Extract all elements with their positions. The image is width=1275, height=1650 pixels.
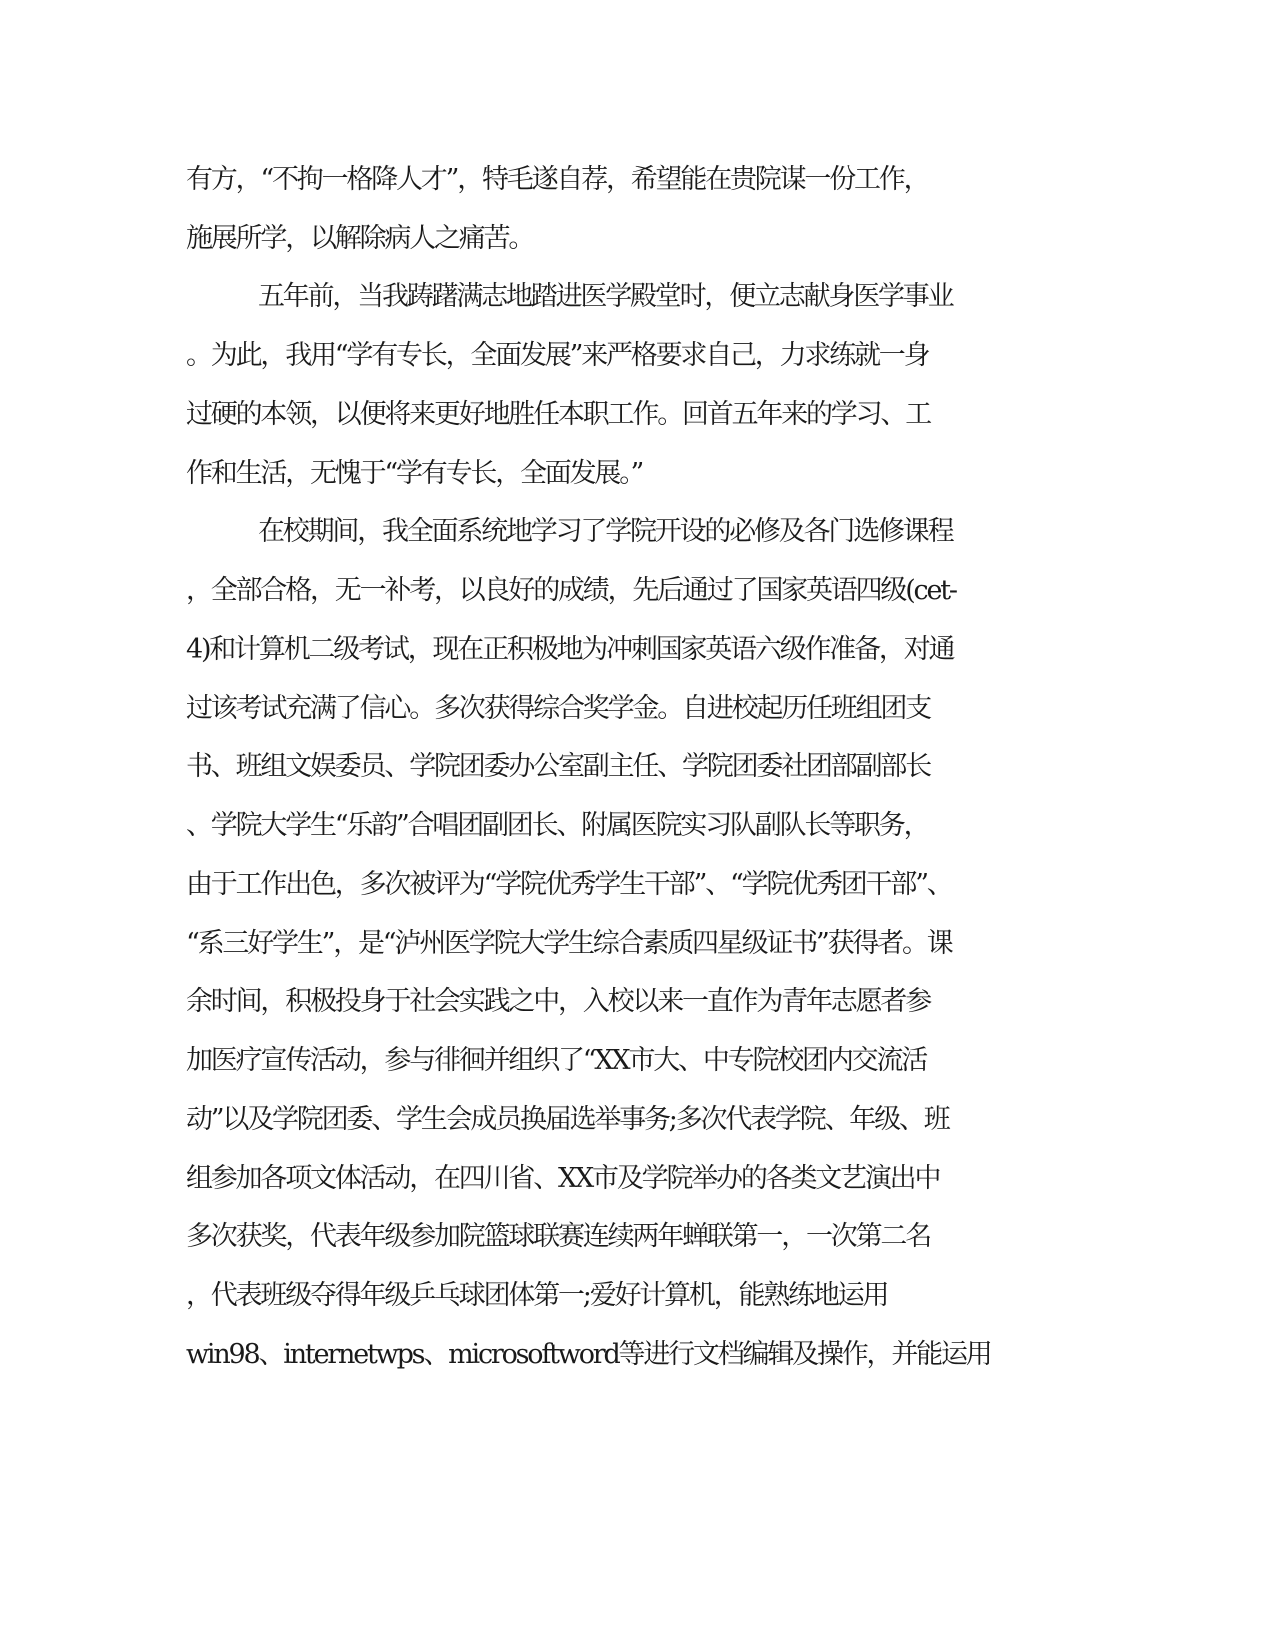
text-line: 加医疗宣传活动，参与徘徊并组织了“XX市大、中专院校团内交流活 (186, 1045, 927, 1076)
text-line: 过硬的本领，以便将来更好地胜任本职工作。回首五年来的学习、工 (186, 399, 930, 430)
text-line: ，代表班级夺得年级乒乓球团体第一;爱好计算机，能熟练地运用 (186, 1280, 888, 1311)
text-line: 。为此，我用“学有专长，全面发展”来严格要求自己，力求练就一身 (186, 340, 929, 371)
text-line: 余时间，积极投身于社会实践之中，入校以来一直作为青年志愿者参 (186, 986, 930, 1017)
text-line: “系三好学生”，是“泸州医学院大学生综合素质四星级证书”获得者。课 (186, 928, 952, 959)
text-line: 施展所学，以解除病人之痛苦。 (186, 223, 534, 254)
text-line: win98、internetwps、microsoftword等进行文档编辑及操作，并能运用 (186, 1339, 991, 1370)
paragraph-start-line: 在校期间，我全面系统地学习了学院开设的必修及各门选修课程 (258, 516, 953, 547)
text-line: 作和生活，无愧于“学有专长，全面发展。” (186, 458, 643, 489)
text-line: 由于工作出色，多次被评为“学院优秀学生干部”、“学院优秀团干部”、 (186, 869, 952, 900)
text-line: 、学院大学生“乐韵”合唱团副团长、附属医院实习队副队长等职务， (186, 810, 929, 841)
paragraph-start-line: 五年前，当我踌躇满志地踏进医学殿堂时，便立志献身医学事业 (258, 281, 953, 312)
text-line: 组参加各项文体活动，在四川省、XX市及学院举办的各类文艺演出中 (186, 1163, 940, 1194)
text-line: ，全部合格，无一补考，以良好的成绩，先后通过了国家英语四级(cet- (186, 575, 956, 606)
text-line: 过该考试充满了信心。多次获得综合奖学金。自进校起历任班组团支 (186, 693, 930, 724)
text-line: 动”以及学院团委、学生会成员换届选举事务;多次代表学院、年级、班 (186, 1104, 949, 1135)
text-line: 多次获奖，代表年级参加院篮球联赛连续两年蝉联第一，一次第二名 (186, 1221, 930, 1252)
text-line: 4)和计算机二级考试，现在正积极地为冲刺国家英语六级作准备，对通 (186, 634, 954, 665)
text-line: 书、班组文娱委员、学院团委办公室副主任、学院团委社团部副部长 (186, 751, 930, 782)
text-line: 有方，“不拘一格降人才”，特毛遂自荐，希望能在贵院谋一份工作， (186, 164, 929, 195)
